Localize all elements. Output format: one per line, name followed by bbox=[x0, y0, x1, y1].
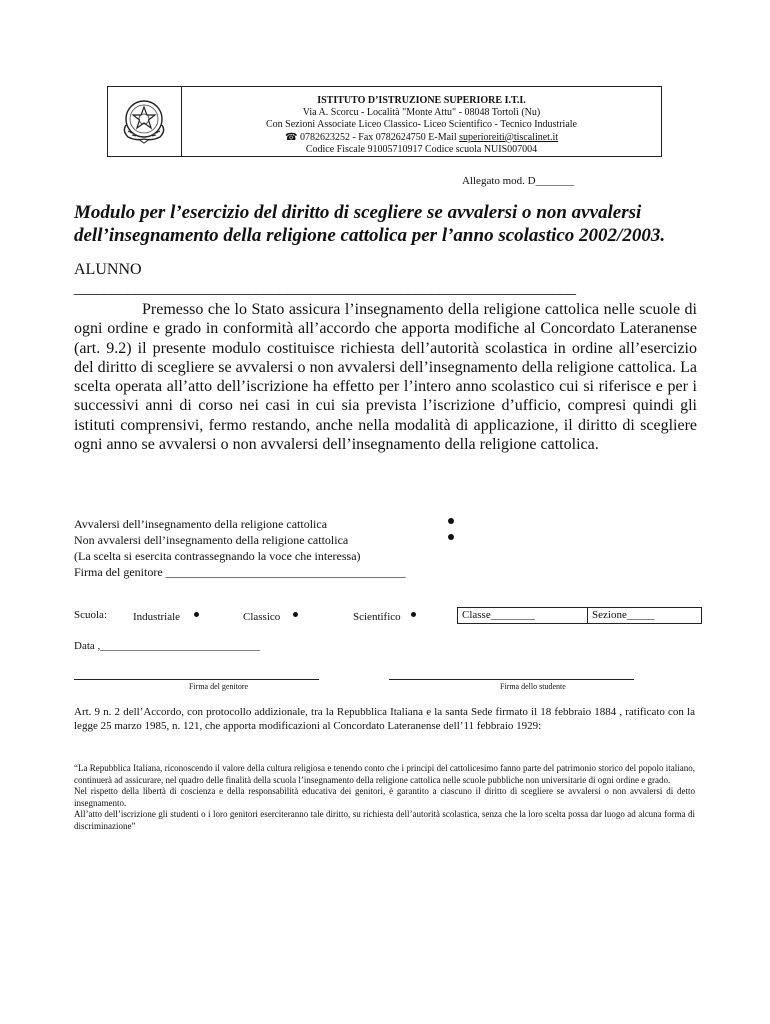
quote-paragraph-1: “La Repubblica Italiana, riconoscendo il valore della cultura religiosa e tenendo conto che i principi del cattolicesimo fanno parte del patrimonio storico del popolo italiano, continuerà ad assicurare, nel quadro delle finalità della scuola l’insegnamento della religione cattolica nelle scuole pubbliche non universitarie di ogni ordine e grado. bbox=[74, 763, 695, 785]
student-signature-caption: Firma dello studente bbox=[500, 682, 566, 691]
institute-address: Via A. Scorcu - Località "Monte Attu" - 08048 Tortolì (Nu) bbox=[302, 107, 541, 119]
classe-sezione-box bbox=[457, 607, 702, 624]
school-label: Scuola: bbox=[74, 609, 107, 621]
premise-paragraph bbox=[74, 300, 697, 454]
quote-paragraph-2: Nel rispetto della libertà di coscienza e della responsabilità educativa dei genitori, è garantito a ciascuno il diritto di scegliere se avvalersi o non avvalersi di detto insegnamento. bbox=[74, 786, 695, 808]
email-link[interactable]: superioreiti@tiscalinet.it bbox=[459, 131, 559, 143]
parent-signature-line[interactable] bbox=[74, 679, 319, 680]
institute-name: ISTITUTO D’ISTRUZIONE SUPERIORE I.T.I. bbox=[317, 95, 526, 106]
classe-divider bbox=[587, 608, 588, 623]
quote-block bbox=[74, 763, 695, 832]
logo-cell bbox=[108, 87, 182, 156]
school-classico-label: Classico bbox=[243, 611, 281, 623]
institute-sections: Con Sezioni Associate Liceo Classico- Liceo Scientifico - Tecnico Industriale bbox=[266, 119, 577, 131]
allegato-label: Allegato mod. D_______ bbox=[462, 175, 575, 187]
header-text bbox=[182, 87, 661, 156]
institute-contacts bbox=[182, 132, 661, 144]
student-signature-line[interactable] bbox=[389, 679, 634, 680]
article-reference: Art. 9 n. 2 dell’Accordo, con protocollo addizionale, tra la Repubblica Italiana e la santa Sede firmato il 18 febbraio 1884 , ratificato con la legge 25 marzo 1985, n. 121, che apporta modificazioni al Concordato Lateranense dell’11 febbraio 1929: bbox=[74, 706, 695, 732]
school-industriale-label: Industriale bbox=[133, 611, 181, 623]
quote-paragraph-3: All’atto dell’iscrizione gli studenti o i loro genitori eserciteranno tale diritto, su richiesta dell’autorità scolastica, senza che la loro scelta possa dar luogo ad alcuna forma di discriminazione” bbox=[74, 809, 695, 831]
republic-emblem-icon bbox=[108, 87, 180, 155]
sezione-field[interactable]: Sezione_____ bbox=[592, 609, 655, 621]
parent-signature-field[interactable]: Firma del genitore ________________________________________ bbox=[74, 565, 406, 579]
parent-signature-caption: Firma del genitore bbox=[189, 682, 249, 691]
school-scientifico-bullet[interactable] bbox=[411, 612, 416, 617]
alunno-field[interactable]: __________________________________________________________________ bbox=[74, 280, 576, 297]
choice-non-avvalersi-label: Non avvalersi dell’insegnamento della religione cattolica bbox=[74, 533, 349, 547]
school-scientifico-label: Scientifico bbox=[353, 611, 401, 623]
title-line-2: dell’insegnamento della religione cattolica per l’anno scolastico 2002/2003. bbox=[74, 225, 666, 246]
premise-text: Premesso che lo Stato assicura l’insegnamento della religione cattolica nelle scuole di ogni ordine e grado in conformità all’accordo che apporta modifiche al Concordato Lateranense (art. 9.2) il presente modulo costituisce richiesta dell’autorità scolastica in ordine all’esercizio del diritto di scegliere se avvalersi o non avvalersi dell’insegnamento della religione cattolica. La scelta operata all’atto dell’iscrizione ha effetto per l’intero anno scolastico cui si riferisce e per i successivi anni di corso nei casi in cui sia prevista l’iscrizione d’ufficio, compresi quindi gli istituti comprensivi, fermo restando, anche nella modalità di applicazione, il diritto di scegliere ogni anno se avvalersi o non avvalersi dell’insegnamento della religione cattolica. bbox=[74, 301, 697, 454]
school-classico-bullet[interactable] bbox=[293, 612, 298, 617]
classe-field[interactable]: Classe________ bbox=[462, 609, 535, 621]
page-title bbox=[74, 201, 734, 247]
choice-avvalersi-bullet[interactable] bbox=[448, 518, 454, 524]
contacts-text: 0782623252 - Fax 0782624750 E-Mail bbox=[299, 131, 460, 143]
choice-non-avvalersi-bullet[interactable] bbox=[448, 534, 454, 540]
choice-note: (La scelta si esercita contrassegnando la voce che interessa) bbox=[74, 549, 361, 563]
school-industriale-bullet[interactable] bbox=[194, 612, 199, 617]
institute-codes: Codice Fiscale 91005710917 Codice scuola NUIS007004 bbox=[305, 143, 538, 155]
alunno-label: ALUNNO bbox=[74, 261, 142, 278]
date-field[interactable]: Data ,_____________________________ bbox=[74, 640, 260, 652]
title-line-1: Modulo per l’esercizio del diritto di scegliere se avvalersi o non avvalersi bbox=[74, 202, 642, 223]
phone-icon: ☎ bbox=[284, 131, 298, 143]
header-box bbox=[107, 86, 662, 157]
choice-avvalersi-label: Avvalersi dell’insegnamento della religione cattolica bbox=[74, 517, 328, 531]
